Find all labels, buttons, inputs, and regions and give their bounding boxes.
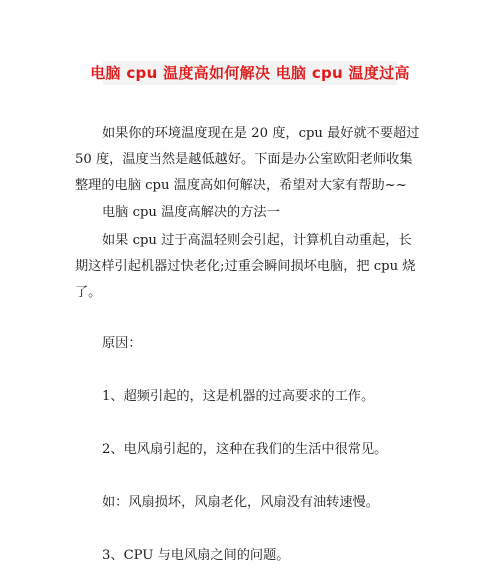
method-line: 了。: [75, 285, 102, 300]
intro-line: 如果你的环境温度现在是 20 度，cpu 最好就不要超过: [102, 126, 420, 141]
method-line: 如果 cpu 过于高温轻则会引起，计算机自动重起，长: [102, 233, 412, 248]
cause-1: 1、超频引起的，这是机器的过高要求的工作。: [102, 389, 375, 404]
intro-line: 50 度，温度当然是越低越好。下面是办公室欧阳老师收集: [75, 152, 413, 167]
method-paragraph: [75, 228, 435, 306]
intro-paragraph: [75, 121, 435, 199]
example-text: 如：风扇损坏，风扇老化，风扇没有油转速慢。: [102, 495, 379, 510]
cause-3: 3、CPU 与电风扇之间的问题。: [102, 548, 290, 563]
example-paragraph: [75, 490, 435, 516]
cause-label-paragraph: [75, 331, 435, 357]
cause-2: 2、电风扇引起的，这种在我们的生活中很常见。: [102, 442, 388, 457]
cause-label: 原因：: [102, 336, 142, 351]
cause-3-paragraph: [75, 543, 435, 569]
intro-line: 整理的电脑 cpu 温度高如何解决，希望对大家有帮助~~: [75, 178, 407, 193]
cause-1-paragraph: [75, 384, 435, 410]
method-heading-paragraph: [75, 200, 435, 226]
method-line: 期这样引起机器过快老化;过重会瞬间损坏电脑，把 cpu 烧: [75, 259, 416, 274]
document-title: 电脑 cpu 温度高如何解决 电脑 cpu 温度过高: [90, 64, 410, 82]
cause-2-paragraph: [75, 437, 435, 463]
method-heading: 电脑 cpu 温度高解决的方法一: [102, 205, 280, 220]
